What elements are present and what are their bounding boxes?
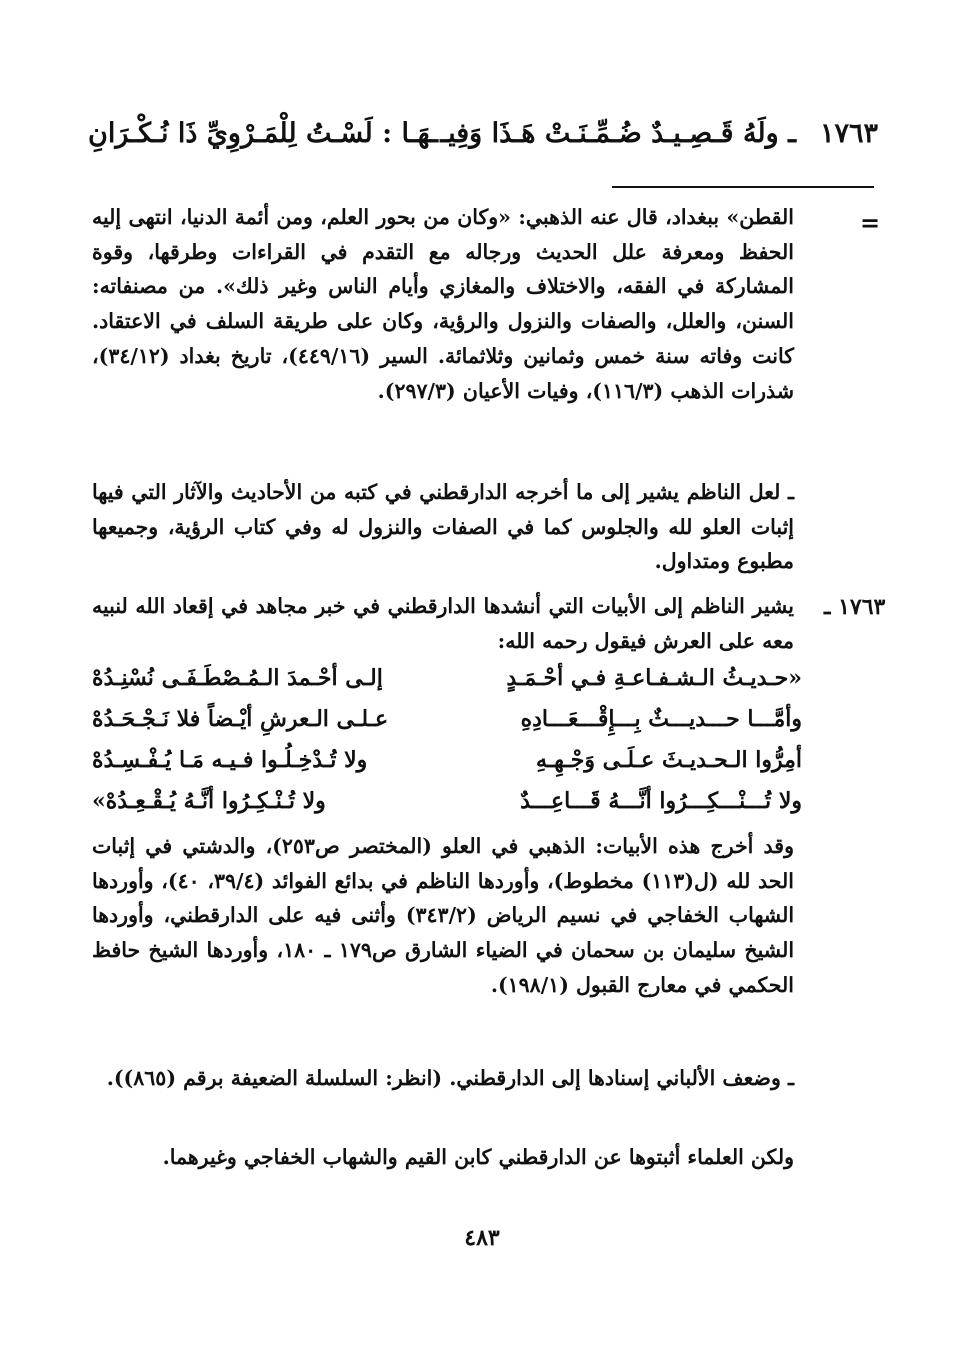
footnote-paragraph-6: ولكن العلماء أثبتوها عن الدارقطني كابن القيم والشهاب الخفاجي وغيرهما. bbox=[162, 1145, 794, 1169]
poem-hemistich-left: إلـى أحْـمدَ الـمُـصْطَـفَـى نُسْنِـدُهْ bbox=[92, 665, 383, 691]
page-number: ٤٨٣ bbox=[464, 1225, 500, 1251]
verse-line bbox=[88, 110, 878, 158]
poem-hemistich-right: «حـديـثُ الـشـفـاعـةِ فـي أحْـمَـدٍ bbox=[506, 665, 802, 691]
poem-hemistich-right: ولا تُـــنْـــكِـــرُوا أنَّـــهُ قَـــاعِـــدٌ bbox=[520, 788, 802, 814]
footnote-paragraph-4: وقد أخرج هذه الأبيات: الذهبي في العلو (المختصر ص٢٥٣)، والدشتي في إثبات الحد لله (ل(١١٣) مخطوط)، وأوردها الناظم في بدائع الفوائد (٣٩/٤، ٤٠)، وأوردها الشهاب الخفاجي في نسيم الرياض (٣٤٣/٢) وأثنى فيه على الدارقطني، وأوردها الشيخ سليمان بن سحمان في الضياء الشارق ص١٧٩ ـ ١٨٠، وأوردها الشيخ حافظ الحكمي في معارج القبول (١٩٨/١). bbox=[92, 834, 795, 997]
continuation-mark: = bbox=[860, 208, 881, 237]
poem-line bbox=[92, 788, 802, 828]
poem-line bbox=[92, 665, 802, 705]
footnote-paragraph-5: ـ وضعف الألباني إسنادها إلى الدارقطني. (انظر: السلسلة الضعيفة برقم (٨٦٥)). bbox=[106, 1066, 794, 1090]
poem-hemistich-left: ولا تُـدْخِـلُـوا فـيـه مَـا يُـفْـسِـدُهْ bbox=[92, 747, 368, 773]
poem-line bbox=[92, 747, 802, 787]
poem-hemistich-right: وأمَّـــا حـــديـــثٌ بِـــإِقْـــعَـــادِهِ bbox=[520, 706, 802, 732]
poem-line bbox=[92, 706, 802, 746]
footnote-paragraph-2: ـ لعل الناظم يشير إلى ما أخرجه الدارقطني في كتبه من الأحاديث والآثار التي فيها إثبات العلو لله والجلوس كما في الصفات والنزول له وفي كتاب الرؤية، وجميعها مطبوع ومتداول. bbox=[92, 480, 794, 574]
footnote-number: ١٧٦٣ ـ bbox=[824, 594, 886, 620]
verse-hemistich-2: ـهَـا : لَسْـتُ لِلْمَـرْوِيِّ ذَا نُـكْـرَانِ bbox=[88, 118, 438, 149]
verse-number: ١٧٦٣ bbox=[819, 118, 878, 149]
footnote-separator bbox=[612, 186, 874, 188]
poem-hemistich-left: ولا تُـنْـكِـرُوا أنَّـهُ يُـقْـعِـدُهْ» bbox=[92, 788, 326, 814]
poem-hemistich-right: أمِرُّوا الـحـديـثَ عـلَـى وَجْـهِـهِ bbox=[535, 747, 802, 773]
verse-hemistich-1: ـ ولَهُ قَـصِـيـدٌ ضُـمِّـنَـتْ هَـذَا وَفِيـ bbox=[440, 118, 796, 149]
footnote-paragraph-1: القطن» ببغداد، قال عنه الذهبي: «وكان من بحور العلم، ومن أئمة الدنيا، انتهى إليه الحفظ ومعرفة علل الحديث ورجاله مع التقدم في القراءات وطرقها، وقوة المشاركة في الفقه، والاختلاف والمغازي وأيام الناس وغير ذلك». من مصنفاته: السنن، والعلل، والصفات والنزول والرؤية، وكان على طريقة السلف في الاعتقاد. كانت وفاته سنة خمس وثمانين وثلاثمائة. السير (٤٤٩/١٦)، تاريخ بغداد (٣٤/١٢)، شذرات الذهب (١١٦/٣)، وفيات الأعيان (٢٩٧/٣). bbox=[92, 205, 795, 403]
poem-hemistich-left: عـلـى الـعرشِ أيْـضاً فلا نَـجْـحَـدُهْ bbox=[92, 706, 389, 732]
footnote-paragraph-3: يشير الناظم إلى الأبيات التي أنشدها الدارقطني في خبر مجاهد في إقعاد الله لنبيه معه على العرش فيقول رحمه الله: bbox=[92, 594, 794, 653]
